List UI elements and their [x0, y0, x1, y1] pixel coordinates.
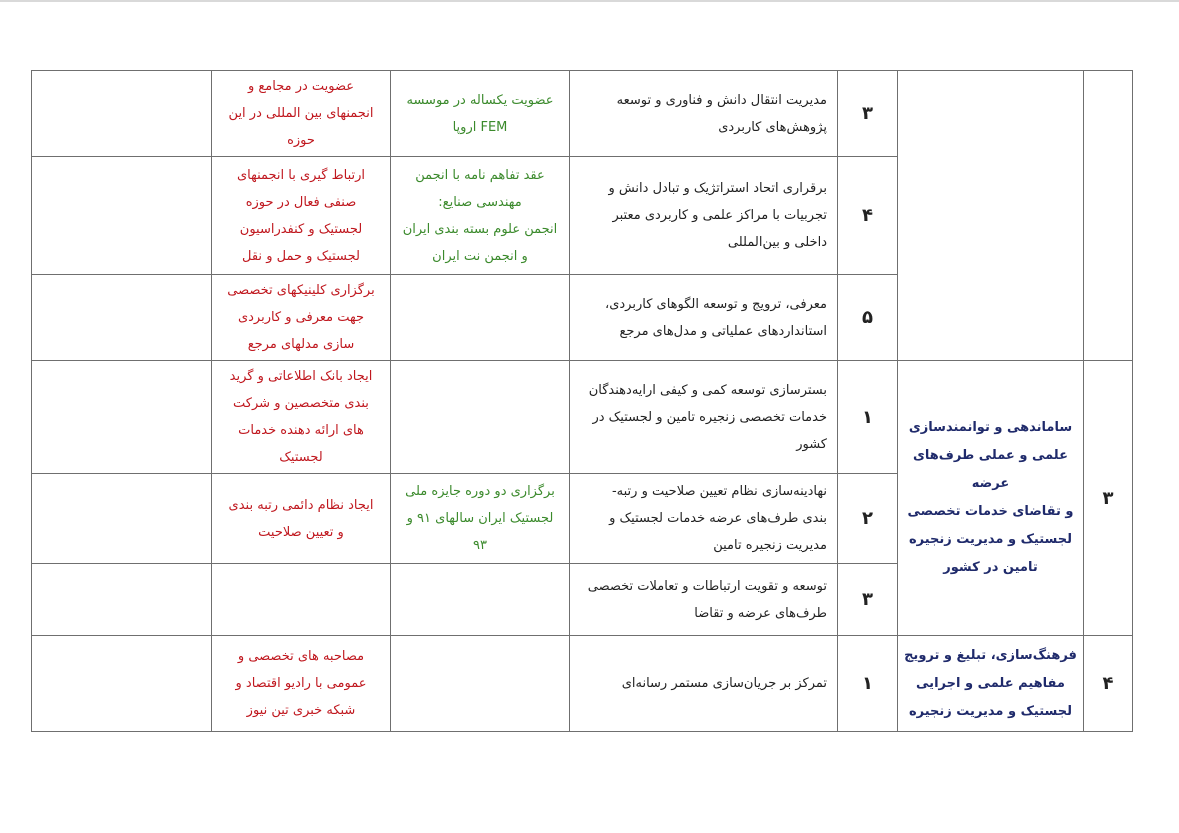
item-number: ۱ [838, 636, 898, 732]
axis-title-line: لجستیک و مدیریت زنجیره [908, 532, 1073, 547]
planned-line: برگزاری کلینیکهای تخصصی [227, 283, 375, 298]
planned-line: شبکه خبری تین نیوز [246, 703, 356, 718]
axis-title-line: و تقاضای خدمات تخصصی [907, 504, 1074, 519]
action-cell [570, 71, 838, 157]
action-cell [570, 157, 838, 275]
action-line: برقراری اتحاد استراتژیک و تبادل دانش و [608, 181, 827, 196]
planned-line: بندی متخصصین و شرکت [233, 396, 369, 411]
planned-line: های ارائه دهنده خدمات [238, 423, 364, 438]
table-row [32, 71, 1133, 157]
completed-line: انجمن علوم بسته بندی ایران [402, 221, 558, 237]
action-cell [570, 361, 838, 474]
planned-cell [212, 636, 391, 732]
planned-cell [212, 474, 391, 564]
planned-cell [212, 71, 391, 157]
completed-line: عضویت یکساله در موسسه [406, 92, 554, 108]
completed-line: ۹۳ [473, 538, 487, 553]
action-cell [570, 474, 838, 564]
axis-title-line: علمی و عملی طرف‌های عرضه [912, 448, 1068, 491]
empty-cell [32, 474, 212, 564]
action-line: خدمات تخصصی زنجیره تامین و لجستیک در [592, 409, 827, 425]
empty-cell [32, 636, 212, 732]
planned-line: سازی مدلهای مرجع [247, 337, 355, 352]
action-line: بسترسازی توسعه کمی و کیفی ارایه‌دهندگان [588, 382, 827, 398]
empty-cell [32, 275, 212, 361]
empty-cell [32, 361, 212, 474]
action-line: استانداردهای عملیاتی و مدل‌های مرجع [619, 323, 827, 339]
action-cell [570, 564, 838, 636]
completed-cell [391, 564, 570, 636]
empty-cell [32, 564, 212, 636]
planned-cell [212, 157, 391, 275]
action-cell [570, 275, 838, 361]
axis-title-cell [898, 636, 1084, 732]
planned-line: لجستیک [279, 450, 323, 465]
action-line: تمرکز بر جریان‌سازی مستمر رسانه‌ای [621, 676, 827, 691]
axis-title-cell [898, 361, 1084, 636]
action-line: توسعه و تقویت ارتباطات و تعاملات تخصصی [587, 578, 827, 594]
completed-cell [391, 636, 570, 732]
top-rule [0, 0, 1179, 2]
planned-line: ایجاد نظام دائمی رتبه بندی [228, 497, 374, 513]
planned-line: صنفی فعال در حوزه [245, 194, 357, 210]
completed-cell [391, 361, 570, 474]
completed-line: عقد تفاهم نامه با انجمن [415, 167, 545, 183]
planned-line: لجستیک و کنفدراسیون [239, 221, 363, 237]
item-number: ۳ [838, 71, 898, 157]
item-number: ۳ [838, 564, 898, 636]
axis-title-line: ساماندهی و توانمندسازی [908, 420, 1073, 435]
planned-line: حوزه [287, 133, 315, 148]
action-cell [570, 636, 838, 732]
completed-cell [391, 474, 570, 564]
completed-cell [391, 71, 570, 157]
planned-line: عضویت در مجامع و [247, 79, 355, 94]
completed-line: مهندسی صنایع: [438, 194, 522, 210]
completed-line: برگزاری دو دوره جایزه ملی [405, 484, 555, 499]
table-row [32, 361, 1133, 474]
planned-line: انجمنهای بین المللی در این [228, 106, 374, 121]
planned-line: و تعیین صلاحیت [258, 524, 344, 540]
item-number: ۵ [838, 275, 898, 361]
axis-title-line: فرهنگ‌سازی، تبلیغ و ترویج [904, 647, 1077, 663]
planned-cell [212, 361, 391, 474]
completed-line: FEM اروپا [452, 119, 508, 135]
axis-number-cell: ۴ [1084, 636, 1133, 732]
planned-line: مصاحبه های تخصصی و [237, 649, 365, 664]
strategy-table [31, 70, 1133, 732]
action-line: طرف‌های عرضه و تقاضا [694, 605, 827, 621]
axis-title-cell [898, 71, 1084, 361]
action-line: مدیریت انتقال دانش و فناوری و توسعه [616, 92, 827, 108]
completed-cell [391, 275, 570, 361]
axis-title-line: مفاهیم علمی و اجرایی [916, 675, 1065, 691]
item-number: ۴ [838, 157, 898, 275]
completed-cell [391, 157, 570, 275]
planned-line: ارتباط گیری با انجمنهای [236, 167, 366, 183]
empty-cell [32, 71, 212, 157]
planned-line: عمومی با رادیو اقتصاد و [235, 676, 367, 691]
completed-line: لجستیک ایران سالهای ۹۱ و [406, 511, 554, 526]
action-line: داخلی و بین‌المللی [727, 235, 827, 250]
table-row [32, 636, 1133, 732]
completed-line: و انجمن نت ایران [432, 248, 528, 264]
item-number: ۲ [838, 474, 898, 564]
action-line: تجربیات با مراکز علمی و کاربردی معتبر [612, 208, 827, 223]
action-line: نهادینه‌سازی نظام تعیین صلاحیت و رتبه- [611, 484, 827, 499]
planned-cell [212, 564, 391, 636]
axis-number-cell [1084, 71, 1133, 361]
action-line: بندی طرف‌های عرضه خدمات لجستیک و [609, 511, 827, 526]
axis-number-cell: ۳ [1084, 361, 1133, 636]
empty-cell [32, 157, 212, 275]
action-line: معرفی، ترویج و توسعه الگوهای کاربردی، [605, 296, 827, 312]
axis-title-line: لجستیک و مدیریت زنجیره [908, 703, 1073, 719]
item-number: ۱ [838, 361, 898, 474]
planned-line: جهت معرفی و کاربردی [237, 310, 365, 325]
axis-title-line: تامین در کشور [943, 560, 1038, 575]
planned-line: لجستیک و حمل و نقل [242, 248, 360, 264]
action-line: پژوهش‌های کاربردی [718, 119, 827, 135]
planned-line: ایجاد بانک اطلاعاتی و گرید [229, 369, 373, 384]
planned-cell [212, 275, 391, 361]
action-line: مدیریت زنجیره تامین [713, 538, 827, 553]
action-line: کشور [796, 436, 827, 452]
